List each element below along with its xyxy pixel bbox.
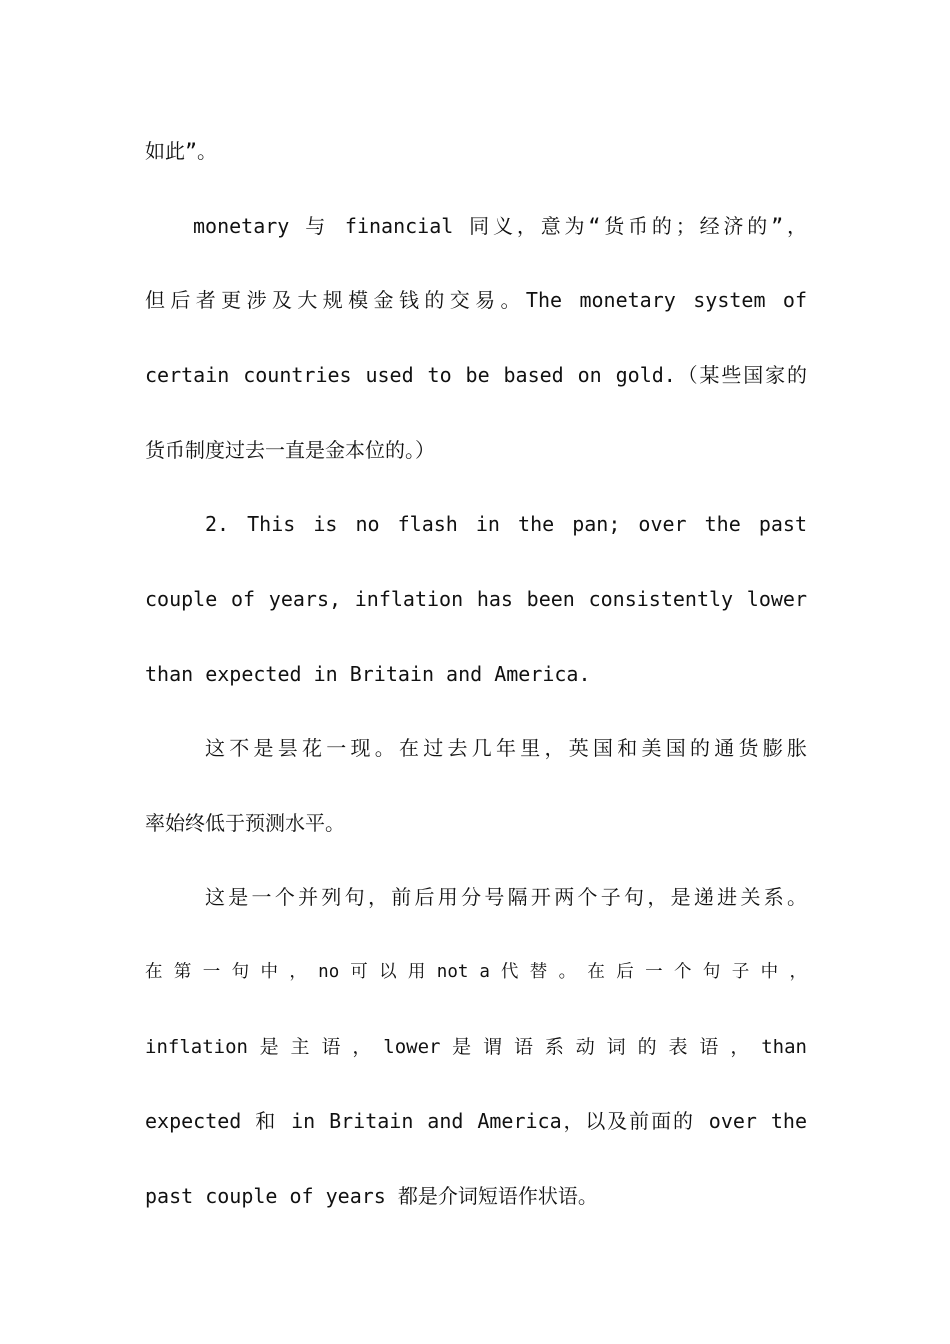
text-line-4: certain countries used to be based on gold.（某些国家的 [145, 363, 807, 387]
text-line-11: 这是一个并列句，前后用分号隔开两个子句，是递进关系。 [205, 885, 807, 909]
text-line-15: past couple of years 都是介词短语作状语。 [145, 1184, 598, 1208]
text-line-8: than expected in Britain and America. [145, 662, 591, 686]
text-line-13: inflation 是 主 语 ， lower 是 谓 语 系 动 词 的 表 语 ， than [145, 1036, 807, 1058]
text-line-9: 这不是昙花一现。在过去几年里，英国和美国的通货膨胀 [205, 736, 807, 760]
text-line-2: monetary 与 financial 同义，意为“货币的；经济的”， [193, 214, 807, 238]
text-line-10: 率始终低于预测水平。 [145, 811, 345, 835]
text-line-7: couple of years, inflation has been consistently lower [145, 587, 807, 611]
text-line-14: expected 和 in Britain and America，以及前面的 over the [145, 1109, 807, 1133]
text-line-6: 2. This is no flash in the pan; over the past [205, 512, 807, 536]
text-line-12: 在 第 一 句 中 ， no 可 以 用 not a 代 替 。 在 后 一 个 句 子 中 ， [145, 962, 807, 982]
text-line-5: 货币制度过去一直是金本位的。） [145, 438, 435, 462]
text-line-1: 如此”。 [145, 139, 218, 163]
text-line-3: 但后者更涉及大规模金钱的交易。The monetary system of [145, 288, 807, 312]
